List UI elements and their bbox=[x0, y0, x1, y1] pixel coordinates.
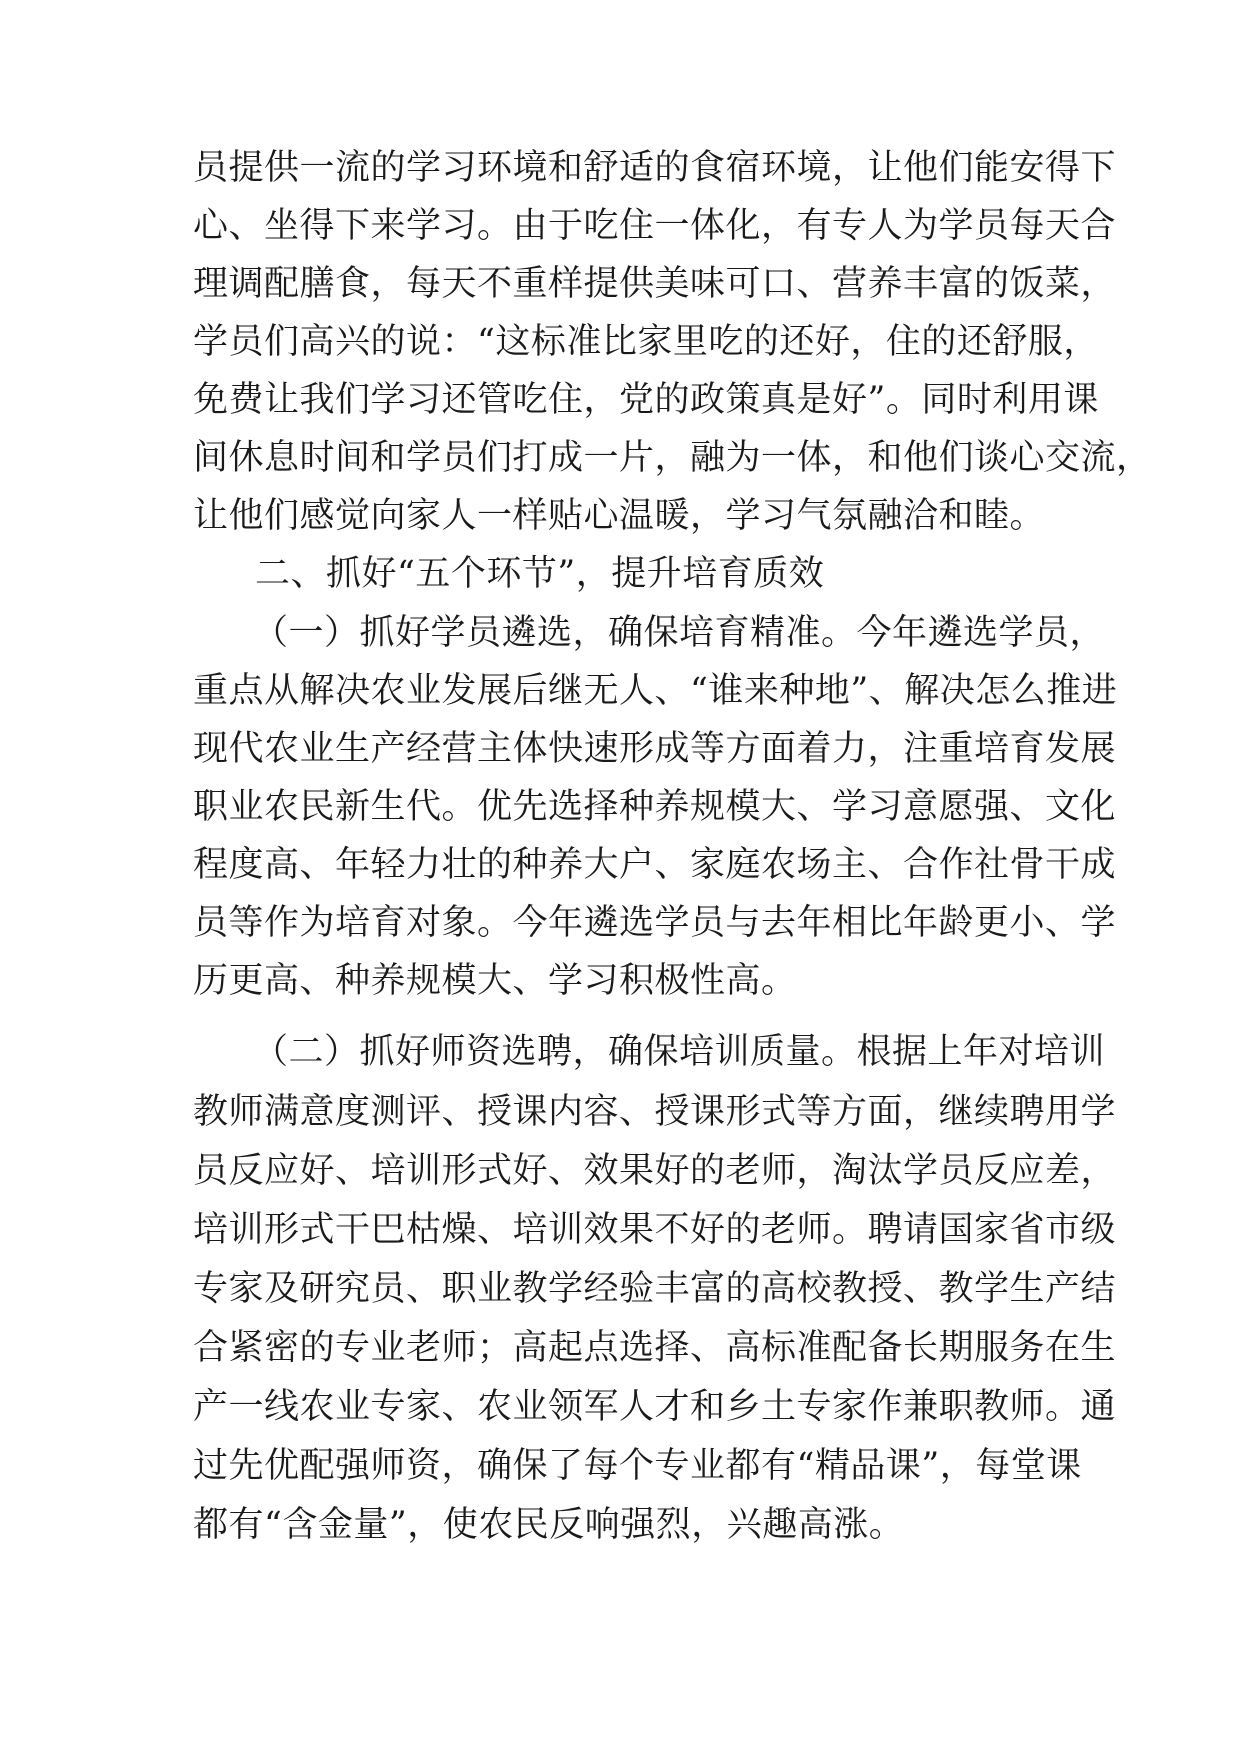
text-line: 合紧密的专业老师；高起点选择、高标准配备长期服务在生 bbox=[193, 1328, 1117, 1368]
text-line: 间休息时间和学员们打成一片，融为一体，和他们谈心交流， bbox=[193, 438, 1152, 478]
text-line: 程度高、年轻力壮的种养大户、家庭农场主、合作社骨干成 bbox=[193, 845, 1117, 885]
text-line: 历更高、种养规模大、学习积极性高。 bbox=[193, 961, 797, 1001]
text-line: 专家及研究员、职业教学经验丰富的高校教授、教学生产结 bbox=[193, 1269, 1117, 1309]
paragraph-start-line: （一）抓好学员遴选，确保培育精准。今年遴选学员， bbox=[253, 613, 1106, 653]
text-line: 心、坐得下来学习。由于吃住一体化，有专人为学员每天合 bbox=[193, 206, 1117, 246]
text-line: 现代农业生产经营主体快速形成等方面着力，注重培育发展 bbox=[193, 729, 1117, 769]
text-line: 教师满意度测评、授课内容、授课形式等方面，继续聘用学 bbox=[193, 1092, 1117, 1132]
section-heading: 二、抓好“五个环节”，提升培育质效 bbox=[255, 554, 825, 594]
text-line: 都有“含金量”，使农民反响强烈，兴趣高涨。 bbox=[193, 1505, 905, 1545]
text-line: 员反应好、培训形式好、效果好的老师，淘汰学员反应差， bbox=[193, 1151, 1117, 1191]
text-line: 理调配膳食，每天不重样提供美味可口、营养丰富的饭菜， bbox=[193, 264, 1117, 304]
paragraph-start-line: （二）抓好师资选聘，确保培训质量。根据上年对培训 bbox=[253, 1032, 1106, 1072]
text-line: 免费让我们学习还管吃住，党的政策真是好”。同时利用课 bbox=[193, 380, 1099, 420]
text-line: 员提供一流的学习环境和舒适的食宿环境，让他们能安得下 bbox=[193, 148, 1117, 188]
text-line: 让他们感觉向家人一样贴心温暖，学习气氛融洽和睦。 bbox=[193, 496, 1046, 536]
text-line: 重点从解决农业发展后继无人、“谁来种地”、解决怎么推进 bbox=[193, 671, 1118, 711]
text-line: 员等作为培育对象。今年遴选学员与去年相比年龄更小、学 bbox=[193, 903, 1117, 943]
text-line: 职业农民新生代。优先选择种养规模大、学习意愿强、文化 bbox=[193, 787, 1117, 827]
text-line: 学员们高兴的说：“这标准比家里吃的还好，住的还舒服， bbox=[193, 322, 1099, 362]
text-line: 培训形式干巴枯燥、培训效果不好的老师。聘请国家省市级 bbox=[193, 1210, 1117, 1250]
text-line: 产一线农业专家、农业领军人才和乡土专家作兼职教师。通 bbox=[193, 1387, 1117, 1427]
text-line: 过先优配强师资，确保了每个专业都有“精品课”，每堂课 bbox=[193, 1446, 1082, 1486]
